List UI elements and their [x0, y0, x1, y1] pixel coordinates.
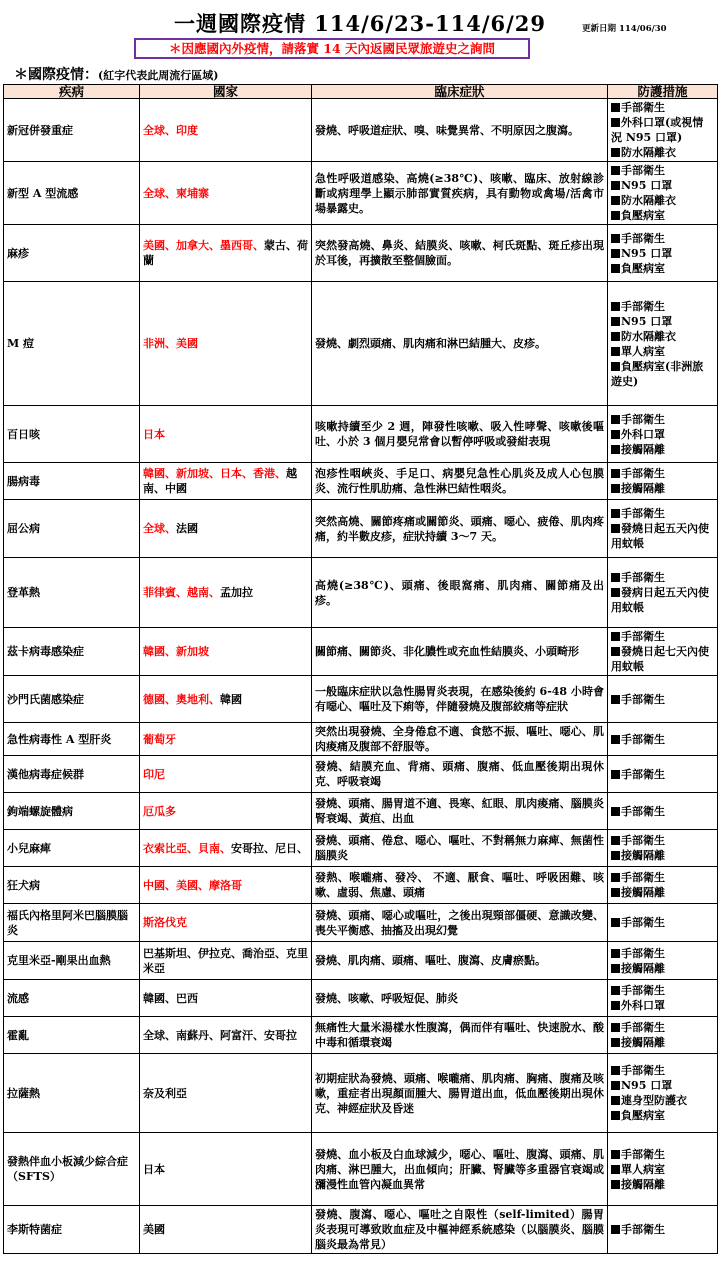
- protection-text: 發燒日起五天內使用蚊帳: [611, 522, 709, 550]
- protection-text: 手部衛生: [621, 692, 665, 706]
- bullet-square-icon: [611, 807, 620, 816]
- bullet-square-icon: [611, 836, 620, 845]
- table-row: [4, 942, 718, 980]
- protection-text: 手部衛生: [621, 467, 665, 480]
- protection-item: [611, 644, 714, 674]
- bullet-square-icon: [611, 118, 620, 127]
- disease-cell: 狂犬病: [4, 867, 140, 904]
- country-cell: [140, 867, 312, 904]
- table-row: [4, 867, 718, 904]
- protection-text: 連身型防護衣: [621, 1094, 687, 1107]
- disease-cell: 新冠併發重症: [4, 99, 140, 162]
- protection-text: 接觸隔離: [621, 849, 665, 862]
- protection-text: 手部衛生: [621, 834, 665, 847]
- protection-item: [611, 833, 714, 848]
- update-date: 更新日期 114/06/30: [582, 24, 667, 34]
- protection-text: 手部衛生: [621, 101, 665, 114]
- protection-item: [611, 767, 714, 782]
- protection-text: N95 口罩: [621, 179, 673, 192]
- bullet-square-icon: [611, 888, 620, 897]
- country-highlight: 中國、美國、摩洛哥: [143, 878, 242, 892]
- country-other: 韓國: [220, 692, 242, 706]
- protection-cell: [608, 793, 718, 830]
- protection-cell: [608, 676, 718, 723]
- protection-text: 手部衛生: [621, 1064, 665, 1077]
- protection-text: 接觸隔離: [621, 442, 665, 456]
- disease-cell: 拉薩熱: [4, 1054, 140, 1133]
- protection-item: [611, 1222, 714, 1237]
- bullet-square-icon: [611, 573, 620, 582]
- protection-cell: [608, 867, 718, 904]
- symptom-cell: 發燒、頭痛、腸胃道不適、畏寒、紅眼、肌肉痠痛、腦膜炎腎衰竭、黃疸、出血: [312, 793, 608, 830]
- country-highlight: 非洲、美國: [143, 337, 198, 350]
- bullet-square-icon: [611, 1096, 620, 1105]
- bullet-square-icon: [611, 415, 620, 424]
- country-cell: [140, 406, 312, 463]
- bullet-square-icon: [611, 873, 620, 882]
- protection-item: [611, 1177, 714, 1192]
- bullet-square-icon: [611, 735, 620, 744]
- protection-item: [611, 692, 714, 707]
- protection-cell: [608, 225, 718, 282]
- bullet-square-icon: [611, 1225, 620, 1234]
- disease-cell: 克里米亞-剛果出血熱: [4, 942, 140, 980]
- table-row: [4, 1017, 718, 1054]
- disease-cell: 霍亂: [4, 1017, 140, 1054]
- symptom-cell: 突然高燒、關節疼痛或關節炎、頭痛、噁心、疲倦、肌肉疼痛，約半數皮疹，症狀持續 3～7 天。: [312, 500, 608, 558]
- protection-text: 外科口罩(或視情況 N95 口罩): [611, 116, 704, 144]
- protection-text: 手部衛生: [621, 1021, 665, 1034]
- country-highlight: 衣索比亞、貝南、: [143, 841, 231, 855]
- table-header-row: [4, 85, 718, 99]
- protection-text: 手部衛生: [621, 732, 665, 746]
- protection-text: N95 口罩: [621, 314, 673, 328]
- bullet-square-icon: [611, 166, 620, 175]
- protection-item: [611, 100, 714, 115]
- protection-cell: [608, 1054, 718, 1133]
- country-cell: [140, 99, 312, 162]
- country-other: 越南、中國: [143, 467, 297, 495]
- protection-item: [611, 442, 714, 457]
- protection-item: [611, 1162, 714, 1177]
- country-cell: [140, 282, 312, 406]
- symptom-cell: 一般臨床症狀以急性腸胃炎表現，在感染後約 6-48 小時會有噁心、嘔吐及下痢等，伴隨發燒及腹部絞痛等症狀: [312, 676, 608, 723]
- country-cell: [140, 463, 312, 500]
- bullet-square-icon: [611, 148, 620, 157]
- protection-cell: [608, 558, 718, 628]
- country-cell: [140, 830, 312, 867]
- bullet-square-icon: [611, 695, 620, 704]
- protection-item: [611, 314, 714, 329]
- protection-text: 手部衛生: [621, 916, 665, 929]
- symptom-cell: 發燒、肌肉痛、頭痛、嘔吐、腹瀉、皮膚瘀點。: [312, 942, 608, 980]
- country-cell: [140, 980, 312, 1017]
- protection-item: [611, 1063, 714, 1078]
- protection-text: 接觸隔離: [621, 961, 665, 975]
- protection-cell: [608, 1133, 718, 1206]
- bullet-square-icon: [611, 918, 620, 927]
- protection-item: [611, 870, 714, 885]
- protection-item: [611, 1035, 714, 1050]
- bullet-square-icon: [611, 949, 620, 958]
- table-row: [4, 558, 718, 628]
- country-highlight: 德國、奧地利、: [143, 692, 220, 706]
- protection-text: 手部衛生: [621, 630, 665, 643]
- protection-item: [611, 998, 714, 1013]
- protection-text: 手部衛生: [621, 299, 665, 313]
- protection-cell: [608, 904, 718, 942]
- protection-cell: [608, 942, 718, 980]
- protection-text: 手部衛生: [621, 767, 665, 781]
- country-cell: [140, 1206, 312, 1254]
- bullet-square-icon: [611, 234, 620, 243]
- protection-cell: [608, 406, 718, 463]
- country-other: 安哥拉、尼日、: [231, 841, 308, 855]
- table-row: [4, 756, 718, 793]
- page-title: 一週國際疫情 114/6/23-114/6/29: [173, 11, 547, 36]
- bullet-square-icon: [611, 964, 620, 973]
- section-title: ＊國際疫情：: [14, 67, 98, 83]
- protection-item: [611, 961, 714, 976]
- bullet-square-icon: [611, 1111, 620, 1120]
- symptom-cell: 發燒、腹瀉、噁心、嘔吐之自限性（self-limited）腸胃炎表現可導致敗血症及中樞神經系統感染（以腦膜炎、腦膜腦炎最為常見）: [312, 1206, 608, 1254]
- protection-cell: [608, 1017, 718, 1054]
- disease-cell: 漢他病毒症候群: [4, 756, 140, 793]
- country-highlight: 厄瓜多: [143, 804, 176, 818]
- disease-cell: 百日咳: [4, 406, 140, 463]
- table-row: [4, 406, 718, 463]
- protection-item: [611, 481, 714, 496]
- protection-item: [611, 246, 714, 261]
- protection-text: 接觸隔離: [621, 886, 665, 899]
- bullet-square-icon: [611, 1023, 620, 1032]
- header-symptoms: 臨床症狀: [312, 85, 608, 99]
- symptom-cell: 發燒、血小板及白血球減少，噁心、嘔吐、腹瀉、頭痛、肌肉痛、淋巴腫大，出血傾向；肝臟、腎臟等多重器官衰竭或瀰漫性血管內凝血異常: [312, 1133, 608, 1206]
- country-highlight: 全球、柬埔寨: [143, 186, 209, 200]
- country-other: 蒙古、荷蘭: [143, 239, 308, 267]
- protection-text: 外科口罩: [621, 427, 665, 441]
- country-highlight: 菲律賓、越南、: [143, 586, 220, 599]
- bullet-square-icon: [611, 196, 620, 205]
- protection-item: [611, 1108, 714, 1123]
- bullet-square-icon: [611, 986, 620, 995]
- protection-cell: [608, 99, 718, 162]
- bullet-square-icon: [611, 509, 620, 518]
- protection-text: 發病日起五天內使用蚊帳: [611, 586, 709, 614]
- bullet-square-icon: [611, 1165, 620, 1174]
- protection-item: [611, 208, 714, 223]
- protection-cell: [608, 463, 718, 500]
- symptom-cell: 發燒、結膜充血、背痛、頭痛、腹痛、低血壓後期出現休克、呼吸衰竭: [312, 756, 608, 793]
- bullet-square-icon: [611, 632, 620, 641]
- protection-item: [611, 427, 714, 442]
- protection-text: 手部衛生: [621, 804, 665, 818]
- protection-item: [611, 412, 714, 427]
- protection-item: [611, 804, 714, 819]
- bullet-square-icon: [611, 524, 620, 533]
- country-highlight: 日本: [143, 427, 165, 441]
- protection-text: 接觸隔離: [621, 1177, 665, 1191]
- section-heading: [14, 64, 218, 84]
- protection-item: [611, 521, 714, 551]
- bullet-square-icon: [611, 362, 620, 371]
- disease-cell: 登革熱: [4, 558, 140, 628]
- protection-item: [611, 466, 714, 481]
- protection-item: [611, 193, 714, 208]
- country-highlight: 斯洛伐克: [143, 916, 187, 929]
- bullet-square-icon: [611, 332, 620, 341]
- protection-cell: [608, 500, 718, 558]
- country-cell: [140, 500, 312, 558]
- country-cell: [140, 1133, 312, 1206]
- protection-text: 接觸隔離: [621, 1036, 665, 1049]
- bullet-square-icon: [611, 103, 620, 112]
- country-cell: [140, 723, 312, 756]
- table-row: [4, 282, 718, 406]
- country-other: 法國: [176, 522, 198, 535]
- bullet-square-icon: [611, 484, 620, 493]
- country-cell: [140, 1017, 312, 1054]
- protection-item: [611, 885, 714, 900]
- bullet-square-icon: [611, 430, 620, 439]
- table-row: [4, 1133, 718, 1206]
- header-protection: 防護措施: [608, 85, 718, 99]
- bullet-square-icon: [611, 1180, 620, 1189]
- bullet-square-icon: [611, 770, 620, 779]
- protection-item: [611, 732, 714, 747]
- symptom-cell: 高燒(≥38℃)、頭痛、後眼窩痛、肌肉痛、關節痛及出疹。: [312, 558, 608, 628]
- symptom-cell: 發燒、呼吸道症狀、嗅、味覺異常、不明原因之腹瀉。: [312, 99, 608, 162]
- symptom-cell: 發燒、頭痛、倦怠、噁心、嘔吐、不對稱無力麻痺、無菌性腦膜炎: [312, 830, 608, 867]
- bullet-square-icon: [611, 1066, 620, 1075]
- table-row: [4, 99, 718, 162]
- bullet-square-icon: [611, 1081, 620, 1090]
- header-country: 國家: [140, 85, 312, 99]
- symptom-cell: 關節痛、關節炎、非化膿性或充血性結膜炎、小頭畸形: [312, 628, 608, 676]
- country-cell: [140, 756, 312, 793]
- symptom-cell: 發燒、頭痛、噁心或嘔吐，之後出現頸部僵硬、意識改變、喪失平衡感、抽搐及出現幻覺: [312, 904, 608, 942]
- epidemic-table: [3, 84, 718, 1254]
- protection-text: 防水隔離衣: [621, 146, 676, 159]
- disease-cell: 福氏內格里阿米巴腦膜腦炎: [4, 904, 140, 942]
- table-row: [4, 463, 718, 500]
- protection-text: 手部衛生: [621, 231, 665, 245]
- disease-cell: 小兒麻痺: [4, 830, 140, 867]
- protection-text: 防水隔離衣: [621, 194, 676, 207]
- country-other: 美國: [143, 1223, 165, 1236]
- country-cell: [140, 676, 312, 723]
- protection-text: 單人病室: [621, 1162, 665, 1176]
- bullet-square-icon: [611, 181, 620, 190]
- protection-item: [611, 570, 714, 585]
- protection-item: [611, 848, 714, 863]
- disease-cell: 李斯特菌症: [4, 1206, 140, 1254]
- protection-cell: [608, 282, 718, 406]
- country-highlight: 印尼: [143, 767, 165, 781]
- symptom-cell: 泡疹性咽峽炎、手足口、病嬰兒急性心肌炎及成人心包膜炎、流行性肌肋痛、急性淋巴結性咽炎。: [312, 463, 608, 500]
- protection-cell: [608, 723, 718, 756]
- protection-text: 手部衛生: [621, 571, 665, 584]
- protection-item: [611, 1078, 714, 1093]
- bullet-square-icon: [611, 249, 620, 258]
- bullet-square-icon: [611, 317, 620, 326]
- protection-text: 負壓病室: [621, 209, 665, 222]
- protection-text: 手部衛生: [621, 507, 665, 520]
- disease-cell: 沙門氏菌感染症: [4, 676, 140, 723]
- country-other: 全球、南蘇丹、阿富汗、安哥拉: [143, 1028, 297, 1042]
- protection-item: [611, 145, 714, 160]
- symptom-cell: 突然出現發燒、全身倦怠不適、食慾不振、嘔吐、噁心、肌肉痠痛及腹部不舒服等。: [312, 723, 608, 756]
- protection-cell: [608, 830, 718, 867]
- protection-item: [611, 629, 714, 644]
- disease-cell: M 痘: [4, 282, 140, 406]
- protection-text: 手部衛生: [621, 1147, 665, 1161]
- disease-cell: 屈公病: [4, 500, 140, 558]
- protection-item: [611, 231, 714, 246]
- protection-text: 手部衛生: [621, 1223, 665, 1236]
- table-row: [4, 830, 718, 867]
- table-row: [4, 793, 718, 830]
- country-cell: [140, 793, 312, 830]
- disease-cell: 發熱伴血小板減少綜合症（SFTS）: [4, 1133, 140, 1206]
- symptom-cell: 發熱、喉嚨痛、發冷、 不適、厭食、嘔吐、呼吸困難、咳嗽、虛弱、焦慮、頭痛: [312, 867, 608, 904]
- protection-item: [611, 1147, 714, 1162]
- country-other: 日本: [143, 1162, 165, 1176]
- bullet-square-icon: [611, 1038, 620, 1047]
- country-cell: [140, 942, 312, 980]
- notice-banner: ＊因應國內外疫情，請落實 14 天內返國民眾旅遊史之詢問: [134, 38, 530, 59]
- protection-text: 負壓病室(非洲旅遊史): [611, 359, 704, 388]
- disease-cell: 急性病毒性 A 型肝炎: [4, 723, 140, 756]
- protection-item: [611, 506, 714, 521]
- protection-item: [611, 585, 714, 615]
- protection-item: [611, 946, 714, 961]
- protection-item: [611, 1020, 714, 1035]
- country-cell: [140, 628, 312, 676]
- country-other: 孟加拉: [220, 586, 253, 599]
- protection-item: [611, 261, 714, 276]
- table-row: [4, 500, 718, 558]
- protection-item: [611, 163, 714, 178]
- country-other: 韓國、巴西: [143, 991, 198, 1005]
- symptom-cell: 發燒、劇烈頭痛、肌肉痛和淋巴結腫大、皮疹。: [312, 282, 608, 406]
- protection-text: 接觸隔離: [621, 482, 665, 495]
- protection-item: [611, 178, 714, 193]
- symptom-cell: 咳嗽持續至少 2 週，陣發性咳嗽、吸入性哮聲、咳嗽後嘔吐、小於 3 個月嬰兒常會以暫停呼吸或發紺表現: [312, 406, 608, 463]
- bullet-square-icon: [611, 647, 620, 656]
- protection-text: 外科口罩: [621, 999, 665, 1012]
- table-row: [4, 980, 718, 1017]
- protection-text: 手部衛生: [621, 164, 665, 177]
- disease-cell: 新型 A 型流感: [4, 162, 140, 225]
- protection-text: 負壓病室: [621, 1109, 665, 1122]
- country-highlight: 韓國、新加坡、日本、香港、: [143, 467, 286, 480]
- header-disease: 疾病: [4, 85, 140, 99]
- protection-text: 手部衛生: [621, 984, 665, 997]
- country-other: 巴基斯坦、伊拉克、喬治亞、克里米亞: [143, 946, 308, 975]
- protection-cell: [608, 980, 718, 1017]
- bullet-square-icon: [611, 264, 620, 273]
- disease-cell: 流感: [4, 980, 140, 1017]
- protection-item: [611, 299, 714, 314]
- bullet-square-icon: [611, 211, 620, 220]
- country-cell: [140, 225, 312, 282]
- country-highlight: 美國、加拿大、墨西哥、: [143, 239, 264, 252]
- protection-cell: [608, 1206, 718, 1254]
- country-highlight: 全球、印度: [143, 123, 198, 137]
- bullet-square-icon: [611, 347, 620, 356]
- protection-item: [611, 115, 714, 145]
- disease-cell: 茲卡病毒感染症: [4, 628, 140, 676]
- country-cell: [140, 558, 312, 628]
- protection-item: [611, 359, 714, 389]
- table-row: [4, 162, 718, 225]
- country-other: 奈及利亞: [143, 1086, 187, 1100]
- table-row: [4, 723, 718, 756]
- bullet-square-icon: [611, 1001, 620, 1010]
- protection-text: 發燒日起七天內使用蚊帳: [611, 645, 709, 673]
- section-subtitle: (紅字代表此周流行區域): [98, 69, 219, 82]
- protection-text: 手部衛生: [621, 871, 665, 884]
- table-row: [4, 904, 718, 942]
- bullet-square-icon: [611, 1150, 620, 1159]
- protection-text: 單人病室: [621, 344, 665, 358]
- protection-text: 負壓病室: [621, 261, 665, 275]
- protection-item: [611, 1093, 714, 1108]
- protection-item: [611, 915, 714, 930]
- bullet-square-icon: [611, 851, 620, 860]
- table-body: [4, 99, 718, 1254]
- bullet-square-icon: [611, 588, 620, 597]
- protection-cell: [608, 162, 718, 225]
- protection-text: N95 口罩: [621, 1079, 673, 1092]
- symptom-cell: 發燒、咳嗽、呼吸短促、肺炎: [312, 980, 608, 1017]
- symptom-cell: 無痛性大量米湯樣水性腹瀉，偶而伴有嘔吐、快速脫水、酸中毒和循環衰竭: [312, 1017, 608, 1054]
- protection-text: 手部衛生: [621, 946, 665, 960]
- disease-cell: 腸病毒: [4, 463, 140, 500]
- protection-item: [611, 329, 714, 344]
- bullet-square-icon: [611, 469, 620, 478]
- protection-item: [611, 983, 714, 998]
- disease-cell: 鉤端螺旋體病: [4, 793, 140, 830]
- table-row: [4, 628, 718, 676]
- table-row: [4, 225, 718, 282]
- symptom-cell: 急性呼吸道感染、高燒(≥38℃)、咳嗽、臨床、放射線診斷或病理學上顯示肺部實質疾病，具有動物或禽場/活禽市場暴露史。: [312, 162, 608, 225]
- disease-cell: 麻疹: [4, 225, 140, 282]
- protection-cell: [608, 628, 718, 676]
- protection-item: [611, 344, 714, 359]
- table-row: [4, 1054, 718, 1133]
- country-cell: [140, 162, 312, 225]
- protection-cell: [608, 756, 718, 793]
- bullet-square-icon: [611, 302, 620, 311]
- country-highlight: 全球、: [143, 522, 176, 535]
- country-cell: [140, 904, 312, 942]
- bullet-square-icon: [611, 445, 620, 454]
- symptom-cell: 初期症狀為發燒、頭痛、喉嚨痛、肌肉痛、胸痛、腹痛及咳嗽，重症者出現顏面腫大、腸胃道出血，低血壓後期出現休克、神經症狀及昏迷: [312, 1054, 608, 1133]
- country-cell: [140, 1054, 312, 1133]
- country-highlight: 韓國、新加坡: [143, 645, 209, 658]
- table-row: [4, 1206, 718, 1254]
- table-row: [4, 676, 718, 723]
- country-highlight: 葡萄牙: [143, 732, 176, 746]
- protection-text: N95 口罩: [621, 246, 673, 260]
- protection-text: 手部衛生: [621, 412, 665, 426]
- symptom-cell: 突然發高燒、鼻炎、結膜炎、咳嗽、柯氏斑點、斑丘疹出現於耳後，再擴散至整個臉面。: [312, 225, 608, 282]
- protection-text: 防水隔離衣: [621, 329, 676, 343]
